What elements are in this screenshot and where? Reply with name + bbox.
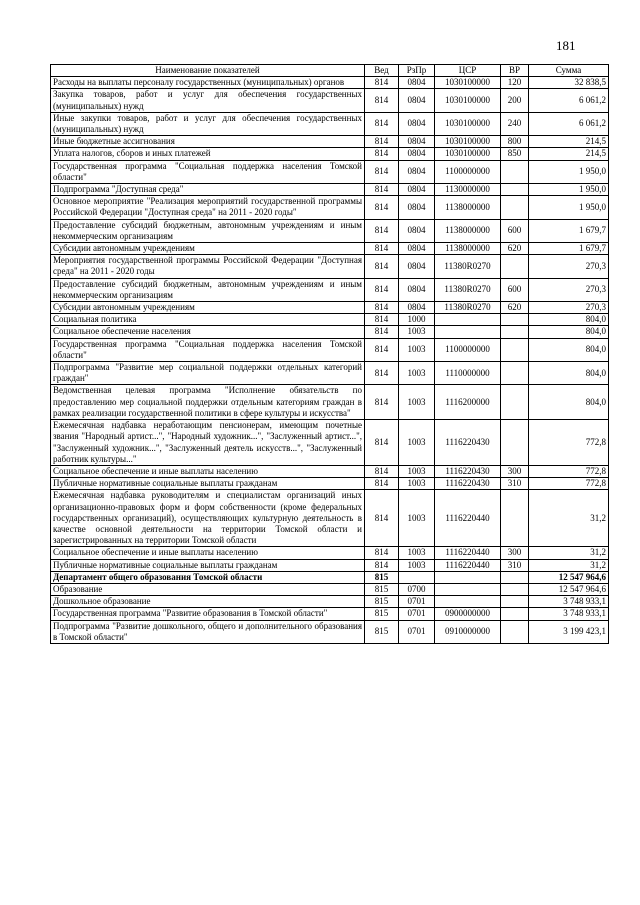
cell-rzpr: 0804	[399, 89, 435, 112]
table-row	[51, 608, 609, 620]
cell-vr: 850	[501, 148, 529, 160]
cell-name: Иные закупки товаров, работ и услуг для обеспечения государственных (муниципальных) нужд	[51, 112, 365, 135]
cell-ved: 814	[365, 326, 399, 338]
cell-ved: 814	[365, 559, 399, 571]
cell-name: Публичные нормативные социальные выплаты гражданам	[51, 559, 365, 571]
cell-rzpr: 0804	[399, 255, 435, 278]
column-header-csr: ЦСР	[435, 65, 501, 77]
table-row	[51, 478, 609, 490]
cell-rzpr: 0700	[399, 583, 435, 595]
cell-csr: 1116220440	[435, 559, 501, 571]
cell-ved: 814	[365, 385, 399, 420]
table-row	[51, 559, 609, 571]
cell-rzpr: 1003	[399, 547, 435, 559]
cell-vr	[501, 490, 529, 547]
cell-rzpr: 0701	[399, 608, 435, 620]
cell-rzpr	[399, 571, 435, 583]
cell-rzpr: 0804	[399, 278, 435, 301]
column-header-rzpr: РзПр	[399, 65, 435, 77]
cell-csr: 1116220430	[435, 465, 501, 477]
cell-rzpr: 0804	[399, 77, 435, 89]
table-body	[51, 77, 609, 644]
cell-name: Иные бюджетные ассигнования	[51, 136, 365, 148]
cell-csr	[435, 326, 501, 338]
cell-sum: 6 061,2	[529, 89, 609, 112]
cell-ved: 814	[365, 196, 399, 219]
cell-ved: 814	[365, 184, 399, 196]
cell-csr: 1110000000	[435, 362, 501, 385]
cell-ved: 814	[365, 478, 399, 490]
cell-sum: 31,2	[529, 547, 609, 559]
cell-name: Предоставление субсидий бюджетным, автономным учреждениям и иным некоммерческим организациям	[51, 219, 365, 242]
table-row	[51, 465, 609, 477]
cell-vr: 600	[501, 219, 529, 242]
cell-csr: 1138000000	[435, 219, 501, 242]
cell-csr: 1030100000	[435, 136, 501, 148]
cell-ved: 814	[365, 278, 399, 301]
cell-name: Государственная программа "Развитие образования в Томской области"	[51, 608, 365, 620]
cell-vr: 200	[501, 89, 529, 112]
cell-sum: 270,3	[529, 302, 609, 314]
cell-ved: 815	[365, 583, 399, 595]
cell-name: Ведомственная целевая программа "Исполнение обязательств по предоставлению мер социальной поддержки отдельным категориям граждан в рамках реализации государственной политики в сфере культуры и искусства"	[51, 385, 365, 420]
cell-csr: 1116220440	[435, 547, 501, 559]
column-header-vr: ВР	[501, 65, 529, 77]
table-row	[51, 362, 609, 385]
cell-name: Ежемесячная надбавка руководителям и специалистам организаций иных организационно-правовых форм и форм собственности (кроме федеральных государственных организаций), осуществляющих культурную деятельность в качестве основной деятельности на территории Томской области и зарегистрированных на территории Томской области	[51, 490, 365, 547]
cell-csr: 11380R0270	[435, 302, 501, 314]
table-row	[51, 302, 609, 314]
cell-name: Подпрограмма "Развитие мер социальной поддержки отдельных категорий граждан"	[51, 362, 365, 385]
cell-ved: 815	[365, 620, 399, 643]
table-row	[51, 243, 609, 255]
cell-sum: 12 547 964,6	[529, 583, 609, 595]
cell-sum: 772,8	[529, 420, 609, 466]
cell-ved: 814	[365, 148, 399, 160]
cell-vr: 800	[501, 136, 529, 148]
cell-sum: 214,5	[529, 136, 609, 148]
cell-sum: 3 748 933,1	[529, 596, 609, 608]
table-row	[51, 314, 609, 326]
cell-csr: 0910000000	[435, 620, 501, 643]
cell-vr: 310	[501, 478, 529, 490]
cell-csr: 1030100000	[435, 112, 501, 135]
cell-vr	[501, 338, 529, 361]
cell-sum: 270,3	[529, 278, 609, 301]
cell-rzpr: 1003	[399, 362, 435, 385]
cell-vr	[501, 583, 529, 595]
cell-vr	[501, 620, 529, 643]
cell-vr	[501, 255, 529, 278]
cell-csr: 1030100000	[435, 89, 501, 112]
cell-sum: 804,0	[529, 314, 609, 326]
cell-csr	[435, 571, 501, 583]
table-row	[51, 219, 609, 242]
cell-ved: 814	[365, 89, 399, 112]
cell-name: Социальное обеспечение и иные выплаты населению	[51, 465, 365, 477]
cell-name: Подпрограмма "Развитие дошкольного, общего и дополнительного образования в Томской области"	[51, 620, 365, 643]
cell-rzpr: 0804	[399, 160, 435, 183]
cell-vr	[501, 326, 529, 338]
cell-sum: 1 679,7	[529, 243, 609, 255]
cell-csr	[435, 583, 501, 595]
cell-csr	[435, 596, 501, 608]
cell-rzpr: 1003	[399, 478, 435, 490]
cell-ved: 814	[365, 136, 399, 148]
cell-csr	[435, 314, 501, 326]
cell-ved: 814	[365, 420, 399, 466]
cell-sum: 270,3	[529, 255, 609, 278]
table-row	[51, 160, 609, 183]
cell-name: Социальная политика	[51, 314, 365, 326]
cell-ved: 814	[365, 219, 399, 242]
cell-vr: 310	[501, 559, 529, 571]
cell-csr: 1130000000	[435, 184, 501, 196]
cell-name: Публичные нормативные социальные выплаты гражданам	[51, 478, 365, 490]
cell-rzpr: 1003	[399, 385, 435, 420]
table-row	[51, 420, 609, 466]
table-row	[51, 112, 609, 135]
cell-sum: 804,0	[529, 362, 609, 385]
table-row	[51, 136, 609, 148]
cell-vr: 300	[501, 547, 529, 559]
cell-sum: 772,8	[529, 478, 609, 490]
page-number: 181	[556, 38, 576, 53]
table-row	[51, 184, 609, 196]
cell-vr	[501, 196, 529, 219]
cell-rzpr: 0804	[399, 148, 435, 160]
cell-name: Уплата налогов, сборов и иных платежей	[51, 148, 365, 160]
cell-vr	[501, 385, 529, 420]
cell-sum: 1 950,0	[529, 196, 609, 219]
cell-ved: 814	[365, 255, 399, 278]
cell-name: Образование	[51, 583, 365, 595]
cell-vr	[501, 314, 529, 326]
cell-vr	[501, 420, 529, 466]
table-row	[51, 547, 609, 559]
cell-vr	[501, 160, 529, 183]
cell-sum: 31,2	[529, 490, 609, 547]
cell-ved: 814	[365, 490, 399, 547]
cell-name: Государственная программа "Социальная поддержка населения Томской области"	[51, 160, 365, 183]
cell-rzpr: 0701	[399, 620, 435, 643]
cell-rzpr: 1000	[399, 314, 435, 326]
cell-sum: 6 061,2	[529, 112, 609, 135]
cell-name: Расходы на выплаты персоналу государственных (муниципальных) органов	[51, 77, 365, 89]
cell-sum: 12 547 964,6	[529, 571, 609, 583]
cell-sum: 3 199 423,1	[529, 620, 609, 643]
cell-sum: 1 679,7	[529, 219, 609, 242]
table-row	[51, 89, 609, 112]
table-row	[51, 490, 609, 547]
cell-rzpr: 0804	[399, 219, 435, 242]
table-row	[51, 148, 609, 160]
cell-rzpr: 0804	[399, 243, 435, 255]
cell-csr: 11380R0270	[435, 278, 501, 301]
cell-sum: 804,0	[529, 338, 609, 361]
cell-csr: 11380R0270	[435, 255, 501, 278]
cell-rzpr: 0701	[399, 596, 435, 608]
cell-vr	[501, 571, 529, 583]
table-header-row	[51, 65, 609, 77]
cell-ved: 815	[365, 571, 399, 583]
table-row	[51, 278, 609, 301]
table-row	[51, 77, 609, 89]
cell-vr: 620	[501, 302, 529, 314]
cell-rzpr: 0804	[399, 112, 435, 135]
cell-csr: 1138000000	[435, 196, 501, 219]
cell-name: Субсидии автономным учреждениям	[51, 302, 365, 314]
cell-csr: 1116220430	[435, 478, 501, 490]
cell-vr: 600	[501, 278, 529, 301]
cell-sum: 804,0	[529, 326, 609, 338]
table-row	[51, 583, 609, 595]
table-row	[51, 385, 609, 420]
cell-name: Департамент общего образования Томской области	[51, 571, 365, 583]
cell-vr: 620	[501, 243, 529, 255]
budget-table	[50, 64, 609, 644]
cell-ved: 814	[365, 243, 399, 255]
cell-csr: 1030100000	[435, 148, 501, 160]
cell-sum: 3 748 933,1	[529, 608, 609, 620]
cell-ved: 814	[365, 302, 399, 314]
cell-ved: 814	[365, 77, 399, 89]
cell-rzpr: 1003	[399, 465, 435, 477]
cell-rzpr: 1003	[399, 420, 435, 466]
cell-name: Дошкольное образование	[51, 596, 365, 608]
cell-name: Подпрограмма "Доступная среда"	[51, 184, 365, 196]
cell-vr: 240	[501, 112, 529, 135]
table-row	[51, 338, 609, 361]
cell-sum: 1 950,0	[529, 184, 609, 196]
cell-rzpr: 0804	[399, 184, 435, 196]
column-header-ved: Вед	[365, 65, 399, 77]
cell-name: Предоставление субсидий бюджетным, автономным учреждениям и иным некоммерческим организациям	[51, 278, 365, 301]
cell-vr	[501, 596, 529, 608]
cell-rzpr: 0804	[399, 136, 435, 148]
cell-rzpr: 1003	[399, 559, 435, 571]
cell-rzpr: 1003	[399, 490, 435, 547]
table-row	[51, 196, 609, 219]
cell-ved: 814	[365, 465, 399, 477]
cell-ved: 815	[365, 608, 399, 620]
table-row	[51, 255, 609, 278]
cell-csr: 1116220440	[435, 490, 501, 547]
cell-vr	[501, 184, 529, 196]
column-header-name: Наименование показателей	[51, 65, 365, 77]
cell-sum: 804,0	[529, 385, 609, 420]
cell-name: Социальное обеспечение и иные выплаты населению	[51, 547, 365, 559]
cell-ved: 814	[365, 314, 399, 326]
table-row	[51, 326, 609, 338]
cell-ved: 814	[365, 362, 399, 385]
cell-sum: 31,2	[529, 559, 609, 571]
cell-sum: 1 950,0	[529, 160, 609, 183]
cell-vr: 120	[501, 77, 529, 89]
cell-csr: 1030100000	[435, 77, 501, 89]
cell-name: Мероприятия государственной программы Российской Федерации "Доступная среда" на 2011 - 2020 годы	[51, 255, 365, 278]
cell-ved: 814	[365, 547, 399, 559]
cell-vr: 300	[501, 465, 529, 477]
cell-name: Государственная программа "Социальная поддержка населения Томской области"	[51, 338, 365, 361]
cell-name: Закупка товаров, работ и услуг для обеспечения государственных (муниципальных) нужд	[51, 89, 365, 112]
cell-sum: 32 838,5	[529, 77, 609, 89]
cell-name: Основное мероприятие "Реализация мероприятий государственной программы Российской Федерации "Доступная среда" на 2011 - 2020 годы"	[51, 196, 365, 219]
cell-csr: 0900000000	[435, 608, 501, 620]
cell-sum: 772,8	[529, 465, 609, 477]
cell-ved: 814	[365, 338, 399, 361]
column-header-sum: Сумма	[529, 65, 609, 77]
cell-name: Социальное обеспечение населения	[51, 326, 365, 338]
cell-rzpr: 0804	[399, 302, 435, 314]
table-row	[51, 571, 609, 583]
cell-ved: 815	[365, 596, 399, 608]
table-row	[51, 620, 609, 643]
cell-ved: 814	[365, 112, 399, 135]
cell-csr: 1138000000	[435, 243, 501, 255]
cell-csr: 1100000000	[435, 160, 501, 183]
cell-vr	[501, 362, 529, 385]
cell-vr	[501, 608, 529, 620]
cell-name: Ежемесячная надбавка неработающим пенсионерам, имеющим почетные звания "Народный артист...", "Народный художник...", "Заслуженный артист...", "Заслуженный художник...", "Заслуженный деятель искусств...", "Заслуженный работник культуры..."	[51, 420, 365, 466]
cell-csr: 1116220430	[435, 420, 501, 466]
table-row	[51, 596, 609, 608]
cell-rzpr: 1003	[399, 338, 435, 361]
cell-csr: 1100000000	[435, 338, 501, 361]
cell-rzpr: 0804	[399, 196, 435, 219]
cell-sum: 214,5	[529, 148, 609, 160]
cell-csr: 1116200000	[435, 385, 501, 420]
cell-ved: 814	[365, 160, 399, 183]
cell-name: Субсидии автономным учреждениям	[51, 243, 365, 255]
cell-rzpr: 1003	[399, 326, 435, 338]
